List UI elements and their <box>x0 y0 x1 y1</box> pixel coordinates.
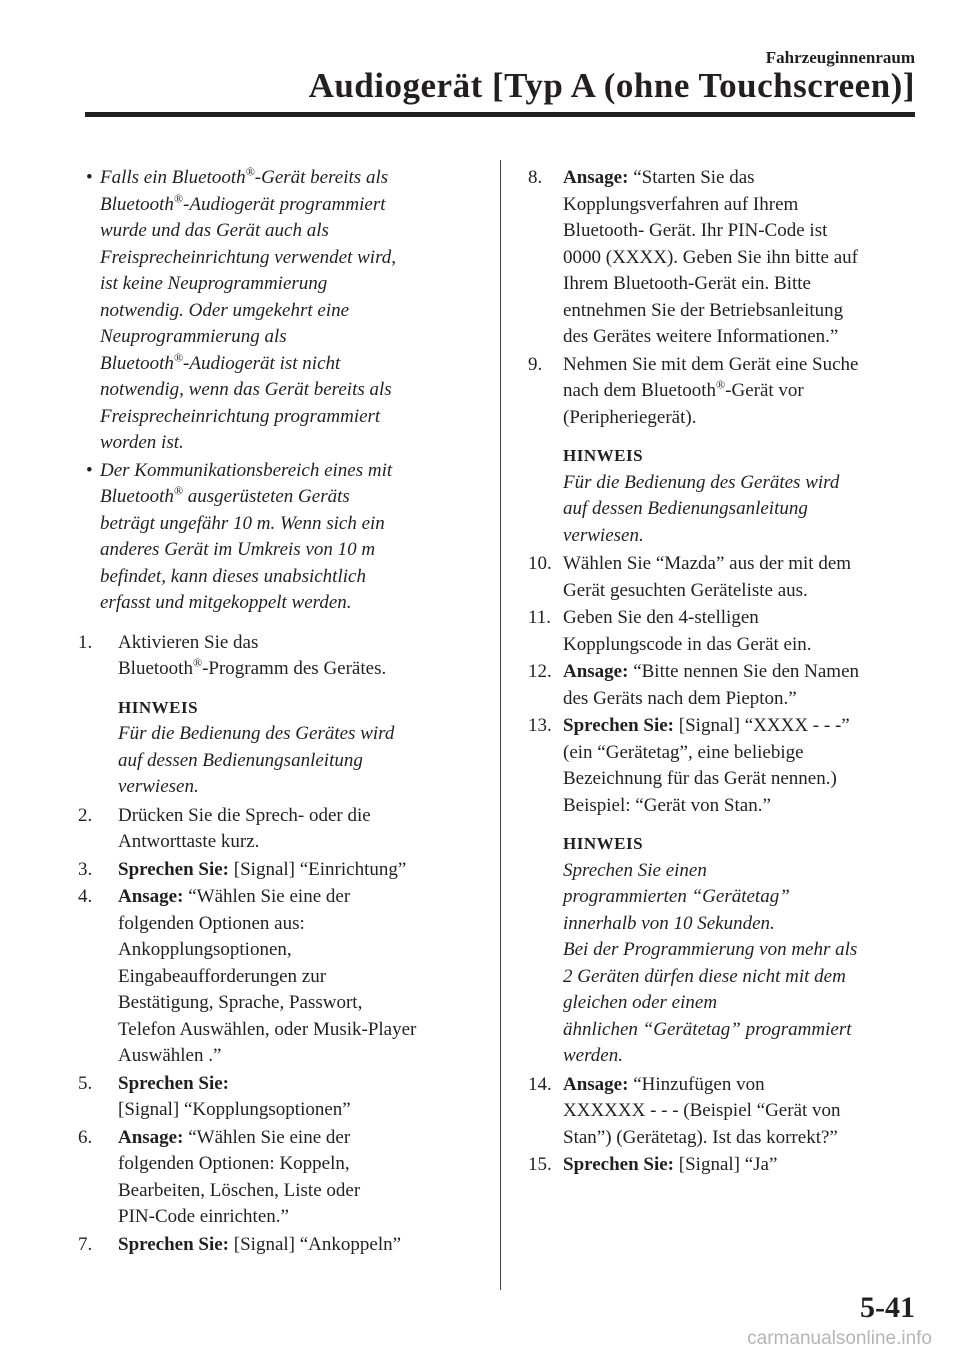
note-bullet-item <box>78 165 486 457</box>
text-line: folgenden Optionen aus: <box>118 912 305 934</box>
text-line: 2 Geräten dürfen diese nicht mit dem <box>563 965 846 987</box>
step-number: 12. <box>528 661 552 682</box>
step-label: Sprechen Sie: <box>118 1233 230 1255</box>
text-line: [Signal] “Ankoppeln” <box>229 1233 402 1255</box>
instruction-step-s6 <box>78 1125 486 1231</box>
text-line: des Geräts nach dem Piepton.” <box>563 687 797 709</box>
text-line: XXXXXX - - - (Beispiel “Gerät von <box>563 1100 841 1121</box>
step-number: 9. <box>528 353 543 375</box>
text-line: Bluetooth- Gerät. Ihr PIN-Code ist <box>563 220 828 241</box>
text-line: Aktivieren Sie das <box>118 631 259 653</box>
text-line: Bluetooth®-Audiogerät programmiert <box>100 191 386 215</box>
hinweis-note-h2 <box>528 443 928 549</box>
watermark: carmanualsonline.info <box>747 1328 932 1349</box>
bullet-dot: • <box>86 459 93 481</box>
instruction-step-s11 <box>528 605 928 658</box>
text-line: Eingabeaufforderungen zur <box>118 965 327 987</box>
text-line: Bezeichnung für das Gerät nennen.) <box>563 768 837 789</box>
text-line: notwendig, wenn das Gerät bereits als <box>100 379 392 400</box>
step-label: Sprechen Sie: <box>563 715 675 736</box>
step-number: 14. <box>528 1073 552 1095</box>
step-number: 5. <box>78 1072 93 1094</box>
step-label: Ansage: <box>118 1126 184 1148</box>
text-line: innerhalb von 10 Sekunden. <box>563 912 775 934</box>
text-line: Kopplungscode in das Gerät ein. <box>563 633 812 655</box>
text-line: notwendig. Oder umgekehrt eine <box>100 299 350 321</box>
instruction-step-s2 <box>78 803 486 856</box>
text-line: verwiesen. <box>563 524 644 546</box>
text-line: Freisprecheinrichtung verwendet wird, <box>100 246 397 268</box>
text-line: [Signal] “Einrichtung” <box>229 858 407 880</box>
instruction-step-s9 <box>528 352 928 432</box>
text-line: erfasst und mitgekoppelt werden. <box>100 592 352 613</box>
hinweis-note-h1 <box>78 695 486 801</box>
text-line: PIN-Code einrichten.” <box>118 1206 289 1227</box>
header-rule <box>85 112 915 117</box>
text-line: gleichen oder einem <box>563 992 718 1013</box>
text-line: des Gerätes weitere Informationen.” <box>563 326 839 347</box>
text-line: Der Kommunikationsbereich eines mit <box>100 459 393 481</box>
text-line: Falls ein Bluetooth®-Gerät bereits als <box>100 164 389 188</box>
text-line: [Signal] “Ja” <box>674 1154 778 1175</box>
text-line: “Wählen Sie eine der <box>183 886 351 907</box>
text-line: Wählen Sie “Mazda” aus der mit dem <box>563 553 852 574</box>
instruction-step-s12 <box>528 659 928 712</box>
text-line: programmierten “Gerätetag” <box>563 886 790 907</box>
hinweis-title: HINWEIS <box>118 697 199 717</box>
hinweis-note-h3 <box>528 831 928 1070</box>
instruction-step-s13 <box>528 713 928 819</box>
text-line: Bestätigung, Sprache, Passwort, <box>118 992 363 1013</box>
text-line: ähnlichen “Gerätetag” programmiert <box>563 1018 852 1040</box>
text-line: Bluetooth®-Audiogerät ist nicht <box>100 350 341 374</box>
text-line: [Signal] “XXXX - - -” <box>674 715 850 736</box>
left-column <box>78 165 486 1259</box>
text-line: Bluetooth®-Programm des Gerätes. <box>118 655 387 679</box>
text-line: Gerät gesuchten Geräteliste aus. <box>563 579 808 601</box>
step-number: 7. <box>78 1233 93 1255</box>
instruction-step-s10 <box>528 551 928 604</box>
instruction-step-s5 <box>78 1071 486 1124</box>
text-line: Auswählen .” <box>118 1045 222 1066</box>
text-line: Stan”) (Gerätetag). Ist das korrekt?” <box>563 1126 838 1148</box>
instruction-step-s1 <box>78 630 486 683</box>
page-number: 5-41 <box>860 1291 915 1324</box>
step-number: 13. <box>528 715 552 736</box>
text-line: auf dessen Bedienungsanleitung <box>118 749 363 771</box>
instruction-step-s3 <box>78 857 486 884</box>
step-number: 11. <box>528 607 552 628</box>
column-divider <box>500 160 501 1290</box>
text-line: Telefon Auswählen, oder Musik-Player <box>118 1018 417 1040</box>
hinweis-title: HINWEIS <box>563 834 644 853</box>
instruction-step-s15 <box>528 1152 928 1179</box>
hinweis-title: HINWEIS <box>563 446 644 465</box>
step-number: 8. <box>528 167 543 188</box>
right-column <box>528 165 928 1180</box>
text-line: Bei der Programmierung von mehr als <box>563 939 858 960</box>
step-number: 6. <box>78 1126 93 1148</box>
instruction-step-s8 <box>528 165 928 351</box>
text-line: folgenden Optionen: Koppeln, <box>118 1153 350 1174</box>
step-label: Ansage: <box>563 1073 629 1095</box>
text-line: Nehmen Sie mit dem Gerät eine Suche <box>563 353 859 375</box>
step-label: Ansage: <box>118 886 184 907</box>
text-line: Freisprecheinrichtung programmiert <box>100 405 381 427</box>
text-line: “Hinzufügen von <box>628 1073 765 1095</box>
text-line: auf dessen Bedienungsanleitung <box>563 498 808 519</box>
step-label: Sprechen Sie: <box>563 1154 675 1175</box>
text-line: (Peripheriegerät). <box>563 406 697 428</box>
text-line: beträgt ungefähr 10 m. Wenn sich ein <box>100 512 385 534</box>
text-line: Beispiel: “Gerät von Stan.” <box>563 794 771 816</box>
step-label: Sprechen Sie: <box>118 1072 230 1094</box>
text-line: entnehmen Sie der Betriebsanleitung <box>563 299 844 321</box>
step-label: Sprechen Sie: <box>118 858 230 880</box>
text-line: “Starten Sie das <box>628 167 755 188</box>
spacer <box>78 618 486 630</box>
text-line: Ankopplungsoptionen, <box>118 939 292 960</box>
text-line: nach dem Bluetooth®-Gerät vor <box>563 377 804 401</box>
step-number: 15. <box>528 1154 552 1175</box>
text-line: verwiesen. <box>118 776 199 797</box>
step-number: 2. <box>78 804 93 826</box>
text-line: befindet, kann dieses unabsichtlich <box>100 565 366 587</box>
text-line: Bearbeiten, Löschen, Liste oder <box>118 1179 361 1201</box>
text-line: anderes Gerät im Umkreis von 10 m <box>100 539 376 560</box>
instruction-step-s14 <box>528 1072 928 1152</box>
text-line: Drücken Sie die Sprech- oder die <box>118 804 371 826</box>
step-number: 4. <box>78 886 93 907</box>
text-line: 0000 (XXXX). Geben Sie ihn bitte auf <box>563 246 858 268</box>
text-line: Antworttaste kurz. <box>118 831 260 852</box>
text-line: worden ist. <box>100 432 184 453</box>
text-line: (ein “Gerätetag”, eine beliebige <box>563 741 804 763</box>
step-number: 10. <box>528 553 552 574</box>
text-line: Kopplungsverfahren auf Ihrem <box>563 193 799 215</box>
text-line: Ihrem Bluetooth-Gerät ein. Bitte <box>563 273 811 294</box>
text-line: werden. <box>563 1045 623 1066</box>
text-line: Für die Bedienung des Gerätes wird <box>118 723 395 744</box>
text-line: Sprechen Sie einen <box>563 859 707 881</box>
text-line: “Bitte nennen Sie den Namen <box>628 661 860 682</box>
text-line: wurde und das Gerät auch als <box>100 220 329 241</box>
note-bullet-item <box>78 458 486 617</box>
step-number: 3. <box>78 858 93 880</box>
text-line: Bluetooth® ausgerüsteten Geräts <box>100 483 350 507</box>
step-label: Ansage: <box>563 167 629 188</box>
header-section-label: Fahrzeuginnenraum <box>765 48 915 67</box>
text-line: ist keine Neuprogrammierung <box>100 273 328 294</box>
text-line: Für die Bedienung des Gerätes wird <box>563 471 840 493</box>
text-line: Neuprogrammierung als <box>100 326 287 347</box>
instruction-step-s4 <box>78 884 486 1070</box>
step-label: Ansage: <box>563 661 629 682</box>
text-line: “Wählen Sie eine der <box>183 1126 351 1148</box>
text-line: Geben Sie den 4-stelligen <box>563 607 759 628</box>
page-title: Audiogerät [Typ A (ohne Touchscreen)] <box>308 66 915 105</box>
instruction-step-s7 <box>78 1232 486 1259</box>
text-line: [Signal] “Kopplungsoptionen” <box>118 1099 351 1120</box>
bullet-dot: • <box>86 167 93 188</box>
step-number: 1. <box>78 631 93 653</box>
